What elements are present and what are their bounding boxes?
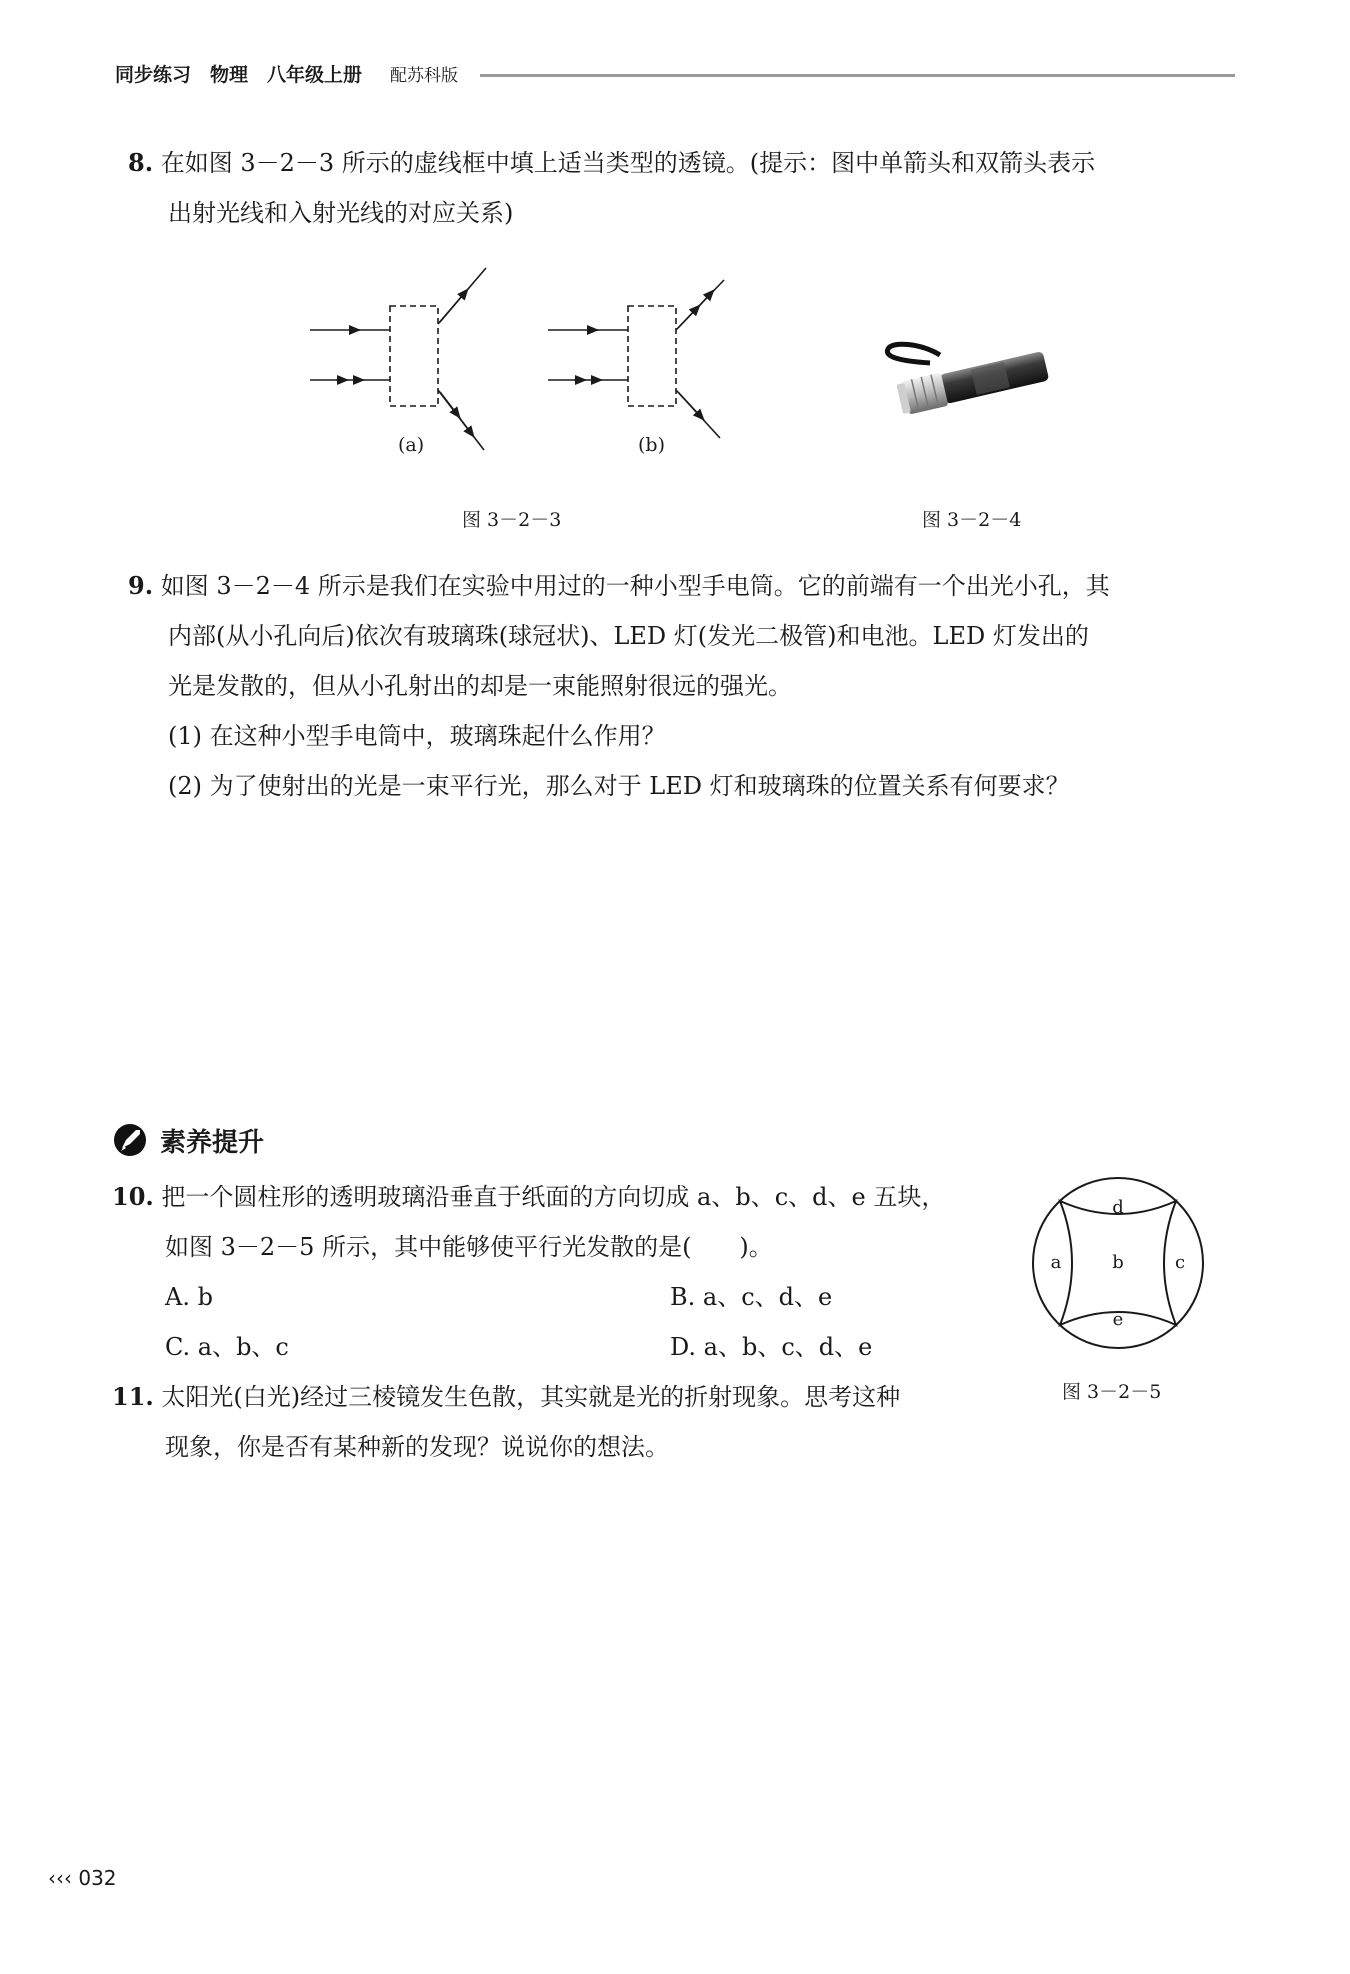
glass-cylinder-diagram	[1030, 1175, 1210, 1355]
q9-line-1: 9. 如图 3－2－4 所示是我们在实验中用过的一种小型手电筒。它的前端有一个出光小孔，其	[128, 571, 1110, 600]
q9-sub-2: (2) 为了使射出的光是一束平行光，那么对于 LED 灯和玻璃珠的位置关系有何要求？	[168, 772, 1070, 800]
figure-3-2-4-caption: 图 3－2－4	[922, 509, 1022, 531]
diagram-a-label: (a)	[398, 434, 425, 456]
q9-line-2: 内部(从小孔向后)依次有玻璃珠(球冠状)、LED 灯(发光二极管)和电池。LED 灯发出的	[168, 622, 1089, 650]
q9-number: 9.	[128, 571, 154, 600]
header-rule	[480, 74, 1235, 77]
q10-option-a: A. b	[165, 1283, 213, 1311]
q9-sub-1: (1) 在这种小型手电筒中，玻璃珠起什么作用？	[168, 722, 666, 750]
label-b: b	[1112, 1252, 1124, 1273]
page-header	[115, 60, 1235, 90]
page-arrows: ‹‹‹	[48, 1866, 72, 1890]
q10-number: 10.	[112, 1182, 154, 1211]
q11-line-1: 11. 太阳光(白光)经过三棱镜发生色散，其实就是光的折射现象。思考这种	[112, 1382, 901, 1411]
diagram-b	[548, 280, 724, 438]
label-e: e	[1112, 1309, 1124, 1330]
figure-3-2-5-caption: 图 3－2－5	[1062, 1381, 1162, 1403]
page-number	[48, 1866, 117, 1890]
q10-line-2: 如图 3－2－5 所示，其中能够使平行光发散的是( )。	[165, 1233, 773, 1261]
q10-option-c: C. a、b、c	[165, 1333, 289, 1361]
q10-option-b: B. a、c、d、e	[670, 1283, 833, 1311]
label-a: a	[1050, 1252, 1062, 1273]
flashlight-image	[880, 335, 1070, 425]
lens-diagram-figure	[300, 260, 740, 470]
q8-line-2: 出射光线和入射光线的对应关系)	[168, 199, 514, 227]
label-c: c	[1174, 1252, 1186, 1273]
q8-number: 8.	[128, 148, 154, 177]
lens-box-a	[390, 306, 438, 406]
page-number-value: 032	[78, 1866, 117, 1890]
q10-option-d: D. a、b、c、d、e	[670, 1333, 873, 1361]
edition-label: 配苏科版	[390, 66, 458, 86]
rocket-icon	[112, 1122, 152, 1158]
section-title: 素养提升	[160, 1128, 265, 1158]
book-title: 同步练习 物理 八年级上册	[115, 64, 363, 86]
diagram-b-label: (b)	[638, 434, 665, 456]
diagram-a	[310, 268, 486, 450]
q11-line-2: 现象，你是否有某种新的发现？说说你的想法。	[165, 1433, 669, 1461]
label-d: d	[1112, 1197, 1124, 1218]
lens-box-b	[628, 306, 676, 406]
q11-number: 11.	[112, 1382, 154, 1411]
q9-line-3: 光是发散的，但从小孔射出的却是一束能照射很远的强光。	[168, 672, 792, 700]
figure-3-2-3-caption: 图 3－2－3	[462, 509, 562, 531]
q8-line-1: 8. 在如图 3－2－3 所示的虚线框中填上适当类型的透镜。(提示：图中单箭头和双箭头表示	[128, 148, 1096, 177]
q10-line-1: 10. 把一个圆柱形的透明玻璃沿垂直于纸面的方向切成 a、b、c、d、e 五块，	[112, 1182, 946, 1211]
